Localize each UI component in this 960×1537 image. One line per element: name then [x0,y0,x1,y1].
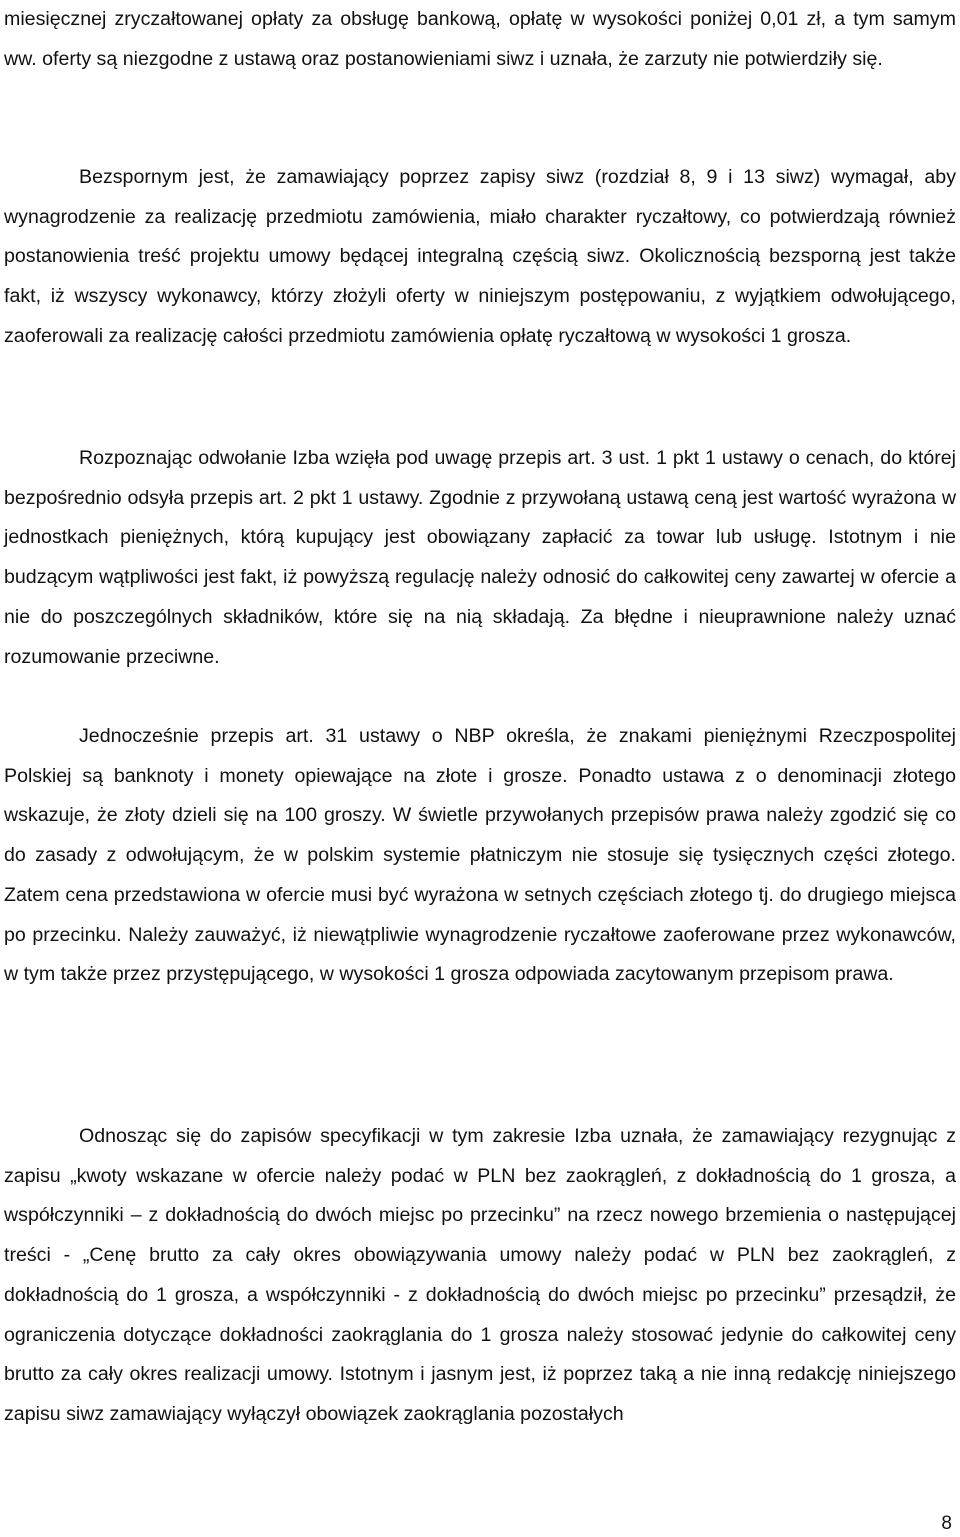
paragraph-rozpoznajac: Rozpoznając odwołanie Izba wzięła pod uwagę przepis art. 3 ust. 1 pkt 1 ustawy o cenach, do której bezpośrednio odsyła przepis art. 2 pkt 1 ustawy. Zgodnie z przywołaną ustawą ceną jest wartość wyrażona w jednostkach pieniężnych, którą kupujący jest obowiązany zapłacić za towar lub usługę. Istotnym i nie budzącym wątpliwości jest fakt, iż powyższą regulację należy odnosić do całkowitej ceny zawartej w ofercie a nie do poszczególnych składników, które się na nią składają. Za błędne i nieuprawnione należy uznać rozumowanie przeciwne. [4,447,956,668]
paragraph-opening-fragment: miesięcznej zryczałtowanej opłaty za obsługę bankową, opłatę w wysokości poniżej 0,01 zł, a tym samym ww. oferty są niezgodne z ustawą oraz postanowieniami siwz i uznała, że zarzuty nie potwierdziły się. [4,8,956,70]
paragraph-odnoszac: Odnosząc się do zapisów specyfikacji w tym zakresie Izba uznała, że zamawiający rezygnując z zapisu „kwoty wskazane w ofercie należy podać w PLN bez zaokrągleń, z dokładnością do 1 grosza, a współczynniki – z dokładnością do dwóch miejsc po przecinku” na rzecz nowego brzemienia o następującej treści - „Cenę brutto za cały okres obowiązywania umowy należy podać w PLN bez zaokrągleń, z dokładnością do 1 grosza, a współczynniki - z dokładnością do dwóch miejsc po przecinku” przesądził, że ograniczenia dotyczące dokładności zaokrąglania do 1 grosza należy stosować jedynie do całkowitej ceny brutto za cały okres realizacji umowy. Istotnym i jasnym jest, iż poprzez taką a nie inną redakcję niniejszego zapisu siwz zamawiający wyłączył obowiązek zaokrąglania pozostałych [4,1125,956,1425]
paragraph-jednoczesnie: Jednocześnie przepis art. 31 ustawy o NBP określa, że znakami pieniężnymi Rzeczpospolitej Polskiej są banknoty i monety opiewające na złote i grosze. Ponadto ustawa z o denominacji złotego wskazuje, że złoty dzieli się na 100 groszy. W świetle przywołanych przepisów prawa należy zgodzić się co do zasady z odwołującym, że w polskim systemie płatniczym nie stosuje się tysięcznych części złotego. Zatem cena przedstawiona w ofercie musi być wyrażona w setnych częściach złotego tj. do drugiego miejsca po przecinku. Należy zauważyć, iż niewątpliwie wynagrodzenie ryczałtowe zaoferowane przez wykonawców, w tym także przez przystępującego, w wysokości 1 grosza odpowiada zacytowanym przepisom prawa. [4,725,956,986]
paragraph-bezspornym: Bezspornym jest, że zamawiający poprzez zapisy siwz (rozdział 8, 9 i 13 siwz) wymagał, aby wynagrodzenie za realizację przedmiotu zamówienia, miało charakter ryczałtowy, co potwierdzają również postanowienia treść projektu umowy będącej integralną częścią siwz. Okolicznością bezsporną jest także fakt, iż wszyscy wykonawcy, którzy złożyli oferty w niniejszym postępowaniu, z wyjątkiem odwołującego, zaoferowali za realizację całości przedmiotu zamówienia opłatę ryczałtową w wysokości 1 grosza. [4,166,956,347]
page-number: 8 [941,1513,952,1534]
